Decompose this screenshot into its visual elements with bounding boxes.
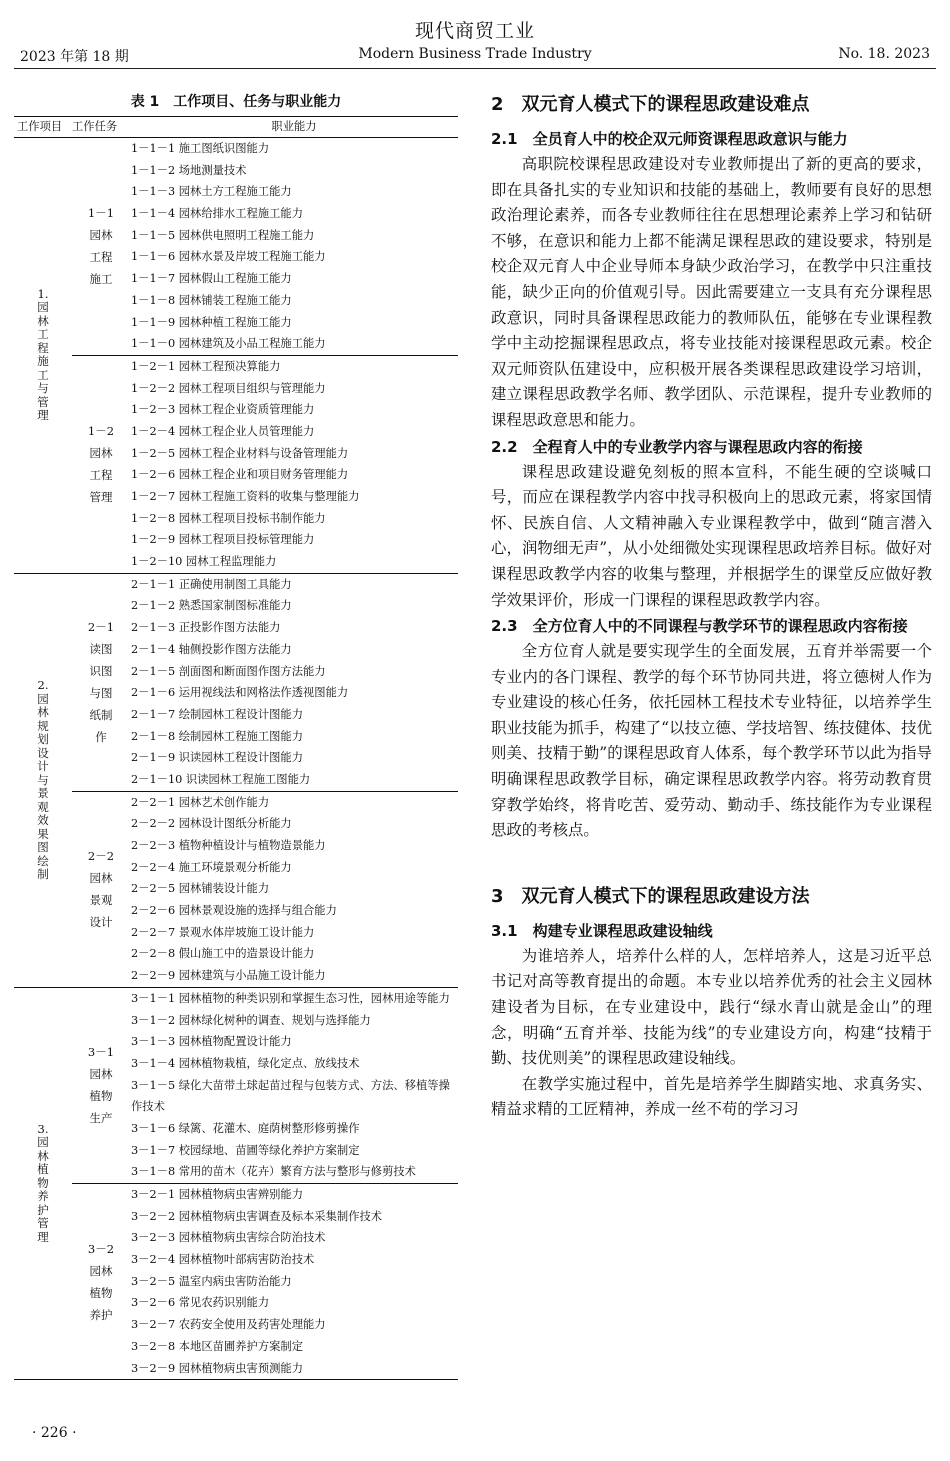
work-task-label: 2－1 读图识图与图纸制作: [87, 620, 115, 745]
section-2-1-title: 2.1 全员育人中的校企双元师资课程思政意识与能力: [491, 130, 848, 148]
column-header-task: 工作任务: [72, 117, 130, 138]
ability-list: [130, 138, 458, 356]
ability-item: 3－1－1 园林植物的种类识别和掌握生态习性，园林用途等能力: [131, 991, 450, 1005]
ability-item: 1－2－9 园林工程项目投标管理能力: [131, 533, 315, 547]
ability-item: 1－1－7 园林假山工程施工能力: [131, 272, 292, 286]
ability-item: 3－1－2 园林绿化树种的调查、规划与选择能力: [131, 1013, 371, 1027]
ability-item: 1－1－0 园林建筑及小品工程施工能力: [131, 337, 326, 351]
ability-item: 1－2－4 园林工程企业人员管理能力: [131, 424, 315, 438]
ability-item: 2－2－6 园林景观设施的选择与组合能力: [131, 904, 337, 918]
ability-item: 2－2－7 景观水体岸坡施工设计能力: [131, 925, 315, 939]
table-row: [14, 573, 458, 791]
issue-number: No. 18. 2023: [838, 46, 930, 62]
ability-item: 1－1－4 园林给排水工程施工能力: [131, 207, 304, 221]
work-task: [72, 573, 130, 791]
table-row: [14, 987, 458, 1183]
article-column: [491, 90, 932, 1123]
work-task: [72, 791, 130, 987]
ability-item: 1－1－5 园林供电照明工程施工能力: [131, 228, 315, 242]
ability-item: 1－2－2 园林工程项目组织与管理能力: [131, 381, 326, 395]
work-project: [14, 573, 72, 987]
ability-item: 3－1－5 绿化大苗带土球起苗过程与包装方式、方法、移植等操作技术: [131, 1078, 450, 1114]
ability-item: 1－2－10 园林工程监理能力: [131, 555, 277, 569]
work-task-label: 3－2 园林植物养护: [87, 1241, 115, 1322]
ability-item: 3－1－6 绿篱、花灌木、庭荫树整形修剪操作: [131, 1121, 360, 1135]
ability-item: 3－1－8 常用的苗木（花卉）繁育方法与整形与修剪技术: [131, 1165, 416, 1179]
ability-item: 2－1－6 运用视线法和网格法作透视图能力: [131, 686, 349, 700]
ability-item: 1－1－8 园林铺装工程施工能力: [131, 293, 292, 307]
page-number: · 226 ·: [32, 1425, 77, 1441]
ability-item: 2－1－2 熟悉国家制图标准能力: [131, 599, 292, 613]
section-2-2-title: 2.2 全程育人中的专业教学内容与课程思政内容的衔接: [491, 437, 863, 456]
table-row: [14, 791, 458, 987]
ability-item: 3－2－5 温室内病虫害防治能力: [131, 1274, 292, 1288]
ability-item: 3－1－7 校园绿地、苗圃等绿化养护方案制定: [131, 1143, 360, 1157]
competency-table: [14, 116, 458, 1380]
ability-item: 1－1－1 施工图纸识图能力: [131, 142, 270, 155]
ability-item: 3－2－9 园林植物病虫害预测能力: [131, 1361, 304, 1375]
work-project-label: 1.园林工程施工与管理: [37, 286, 49, 423]
ability-list: [130, 573, 458, 791]
ability-item: 3－1－3 园林植物配置设计能力: [131, 1035, 292, 1049]
work-task: [72, 355, 130, 573]
ability-item: 2－1－1 正确使用制图工具能力: [131, 577, 292, 591]
ability-item: 1－2－3 园林工程企业资质管理能力: [131, 403, 315, 417]
ability-item: 3－2－1 园林植物病虫害辨别能力: [131, 1188, 304, 1202]
table-row: [14, 1184, 458, 1380]
ability-item: 1－2－1 园林工程预决算能力: [131, 359, 281, 373]
work-task: [72, 1184, 130, 1380]
work-task-label: 2－2 园林景观设计: [87, 849, 115, 930]
ability-item: 2－2－4 施工环境景观分析能力: [131, 860, 292, 874]
section-2-1-paragraph: 高职院校课程思政建设对专业教师提出了新的更高的要求，即在具备扎实的专业知识和技能的基础上，教师要有良好的思想政治理论素养，而各专业教师往往在思想理论素养上学习和钻研不够，在意识和能力上都不能满足课程思政的建设要求，特别是校企双元育人中企业导师本身缺少政治学习，在教学中只注重技能，缺少正向的价值观引导。因此需要建立一支具有充分课程思政意识，同时具备课程思政能力的教师队伍，能够在专业课程教学中主动挖掘课程思政点，将专业技能对接课程思政元素。校企双元师资队伍建设中，应积极开展各类课程思政建设学习培训，建立课程思政教学名师、教学团队、示范课程，提升专业教师的课程思政意思和能力。: [491, 155, 932, 429]
work-task-label: 1－2 园林工程管理: [87, 424, 115, 505]
section-2-3-paragraph: 全方位育人就是要实现学生的全面发展，五育并举需要一个专业内的各门课程、教学的每个环节协同共进，将立德树人作为专业建设的核心任务，依托园林工程技术专业特征，以培养学生职业技能为抓手，构建了“以技立德、学技培智、练技健体、技优则美、技精于勤”的课程思政育人体系，每个教学环节以此为指导明确课程思政教学目标，确定课程思政教学内容。将劳动教育贯穿教学始终，将肯吃苦、爱劳动、勤动手、练技能作为专业课程思政的考核点。: [491, 642, 932, 840]
ability-list: [130, 987, 458, 1183]
ability-item: 1－1－9 园林种植工程施工能力: [131, 315, 292, 329]
section-3-1-title: 3.1 构建专业课程思政建设轴线: [491, 921, 713, 940]
ability-item: 3－2－3 园林植物病虫害综合防治技术: [131, 1231, 326, 1245]
ability-item: 2－2－5 园林铺装设计能力: [131, 882, 270, 896]
ability-item: 2－1－8 绘制园林工程施工图能力: [131, 729, 304, 743]
ability-item: 2－2－2 园林设计图纸分析能力: [131, 817, 292, 831]
ability-list: [130, 355, 458, 573]
ability-list: [130, 1184, 458, 1380]
ability-item: 2－1－9 识读园林工程设计图能力: [131, 751, 304, 765]
ability-item: 3－2－6 常见农药识别能力: [131, 1296, 270, 1310]
work-task-label: 3－1 园林植物生产: [87, 1045, 115, 1126]
column-header-ability: 职业能力: [130, 117, 458, 138]
table-row: [14, 355, 458, 573]
journal-header-title: 现代商贸工业: [414, 20, 535, 42]
ability-item: 2－1－5 剖面图和断面图作图方法能力: [131, 664, 326, 678]
ability-item: 1－1－2 场地测量技术: [131, 163, 247, 177]
section-2-3-title: 2.3 全方位育人中的不同课程与教学环节的课程思政内容衔接: [491, 617, 908, 636]
ability-item: 3－2－8 本地区苗圃养护方案制定: [131, 1339, 304, 1353]
ability-item: 3－1－4 园林植物栽植，绿化定点、放线技术: [131, 1056, 360, 1070]
work-project-label: 3.园林植物养护管理: [37, 1121, 49, 1244]
work-project-label: 2.园林规划设计与景观效果图绘制: [37, 678, 49, 882]
ability-item: 1－2－7 园林工程施工资料的收集与整理能力: [131, 490, 360, 503]
ability-item: 1－2－5 园林工程企业材料与设备管理能力: [131, 446, 349, 460]
ability-item: 2－2－9 园林建筑与小品施工设计能力: [131, 969, 326, 983]
column-header-project: 工作项目: [14, 117, 72, 138]
section-3-title: 3 双元育人模式下的课程思政建设方法: [491, 885, 810, 907]
ability-item: 3－2－2 园林植物病虫害调查及标本采集制作技术: [131, 1209, 383, 1223]
ability-item: 2－1－10 识读园林工程施工图能力: [131, 772, 311, 786]
ability-item: 1－2－8 园林工程项目投标书制作能力: [131, 511, 326, 525]
ability-item: 2－1－3 正投影作图方法能力: [131, 621, 281, 635]
ability-item: 2－1－4 轴侧投影作图方法能力: [131, 642, 292, 656]
header-rule: [14, 68, 936, 69]
ability-item: 2－2－3 植物种植设计与植物造景能力: [131, 839, 326, 852]
section-3-1-paragraph: 为谁培养人，培养什么样的人，怎样培养人，这是习近平总书记对高等教育提出的命题。本专业以培养优秀的社会主义园林建设者为目标，在专业建设中，践行“绿水青山就是金山”的理念，明确“五育并举、技能为线”的专业建设方向，构建“技精于勤、技优则美”的课程思政建设轴线。: [491, 946, 932, 1068]
section-2-2-paragraph: 课程思政建设避免刻板的照本宣科，不能生硬的空谈喊口号，而应在课程教学内容中找寻积极向上的思政元素，将家国情怀、民族自信、人文精神融入专业课程教学中，做到“随言潜入心，润物细无声”，从小处细微处实现课程思政培养目标。做好对课程思政教学内容的收集与整理，并根据学生的课堂反应做好教学效果评价，形成一门课程的课程思政教学内容。: [491, 462, 932, 609]
work-task: [72, 138, 130, 356]
work-task: [72, 987, 130, 1183]
section-2-title: 2 双元育人模式下的课程思政建设难点: [491, 94, 810, 115]
ability-item: 1－1－6 园林水景及岸坡工程施工能力: [131, 250, 326, 264]
ability-item: 3－2－4 园林植物叶部病害防治技术: [131, 1253, 315, 1267]
table-row: [14, 138, 458, 356]
work-project: [14, 138, 72, 574]
ability-item: 1－2－6 园林工程企业和项目财务管理能力: [131, 468, 349, 482]
ability-item: 2－1－7 绘制园林工程设计图能力: [131, 707, 304, 721]
ability-item: 2－2－8 假山施工中的造景设计能力: [131, 947, 315, 961]
work-project: [14, 987, 72, 1379]
ability-item: 2－2－1 园林艺术创作能力: [131, 795, 270, 809]
ability-item: 3－2－7 农药安全使用及药害处理能力: [131, 1318, 326, 1332]
issue-label: 2023 年第 18 期: [20, 49, 129, 65]
ability-item: 1－1－3 园林土方工程施工能力: [131, 185, 292, 199]
ability-list: [130, 791, 458, 987]
table-caption: 表 1 工作项目、任务与职业能力: [130, 94, 342, 110]
journal-english-title: Modern Business Trade Industry: [358, 46, 592, 62]
work-task-label: 1－1 园林工程施工: [87, 206, 115, 287]
section-3-1-paragraph-2: 在教学实施过程中，首先是培养学生脚踏实地、求真务实、精益求精的工匠精神，养成一丝不苟的学习习: [491, 1074, 932, 1119]
